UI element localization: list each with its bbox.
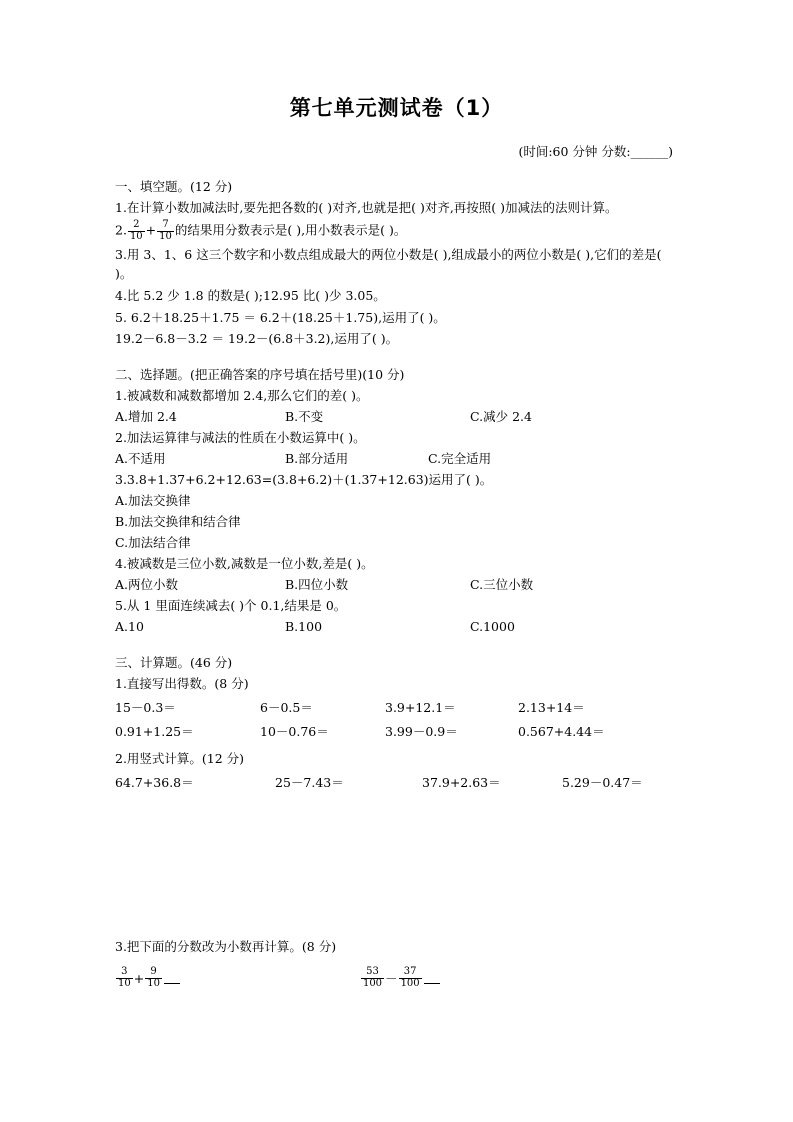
question-1-6: 19.2－6.8－3.2 ＝ 19.2－(6.8＋3.2),运用了( )。 — [115, 331, 399, 346]
option-2-2-a[interactable]: A.不适用 — [115, 451, 166, 466]
exam-meta: (时间:60 分钟 分数:______) — [518, 144, 673, 159]
option-2-4-b[interactable]: B.四位小数 — [285, 577, 349, 592]
calc-item: 3.9+12.1＝ — [385, 700, 456, 715]
answer-blank-a[interactable] — [164, 973, 180, 984]
section-heading-multiple-choice: 二、选择题。(把正确答案的序号填在括号里)(10 分) — [115, 367, 405, 382]
option-2-4-c[interactable]: C.三位小数 — [470, 577, 534, 592]
calc-item: 6－0.5＝ — [260, 700, 313, 715]
option-2-2-b[interactable]: B.部分适用 — [285, 451, 349, 466]
question-2-1-options — [115, 407, 680, 426]
calc-item: 37.9+2.63＝ — [422, 775, 501, 790]
fraction-a-operator: + — [133, 970, 145, 986]
option-2-1-c[interactable]: C.减少 2.4 — [470, 409, 532, 424]
option-2-2-c[interactable]: C.完全适用 — [428, 451, 492, 466]
calc-item: 15－0.3＝ — [115, 700, 176, 715]
question-1-5: 5. 6.2＋18.25＋1.75 ＝ 6.2＋(18.25＋1.75),运用了( )。 — [115, 310, 446, 325]
calc-item: 2.13+14＝ — [518, 700, 585, 715]
calc-item: 5.29－0.47＝ — [562, 775, 643, 790]
subsection-3-2-heading: 2.用竖式计算。(12 分) — [115, 751, 245, 766]
subsection-3-1-heading: 1.直接写出得数。(8 分) — [115, 676, 249, 691]
subsection-3-3-heading: 3.把下面的分数改为小数再计算。(8 分) — [115, 939, 337, 954]
question-1-3: 3.用 3、1、6 这三个数字和小数点组成最大的两位小数是( ),组成最小的两位小数是( ),它们的差是( )。 — [115, 247, 662, 281]
question-2-3: 3.3.8+1.37+6.2+12.63=(3.8+6.2)＋(1.37+12.63)运用了( )。 — [115, 472, 493, 487]
question-1-2-prefix: 2. — [115, 222, 127, 238]
page-title: 第七单元测试卷（1） — [289, 96, 504, 120]
calc-item: 64.7+36.8＝ — [115, 775, 194, 790]
calc-item: 10－0.76＝ — [260, 724, 329, 739]
fraction-7-10: $\frac{7}{10}$ — [159, 219, 172, 242]
question-2-4-options — [115, 575, 680, 594]
question-2-5: 5.从 1 里面连续减去( )个 0.1,结果是 0。 — [115, 598, 347, 613]
fraction-37-100: $\frac{37}{100}$ — [400, 966, 420, 989]
question-2-2-options — [115, 449, 680, 468]
question-1-4: 4.比 5.2 少 1.8 的数是( );12.95 比( )少 3.05。 — [115, 288, 386, 303]
question-2-1: 1.被减数和减数都增加 2.4,那么它们的差( )。 — [115, 388, 369, 403]
question-1-2-operator: + — [145, 222, 157, 238]
calc-item: 3.99－0.9＝ — [385, 724, 458, 739]
fraction-9-10: $\frac{9}{10}$ — [147, 966, 160, 989]
option-2-3-c[interactable]: C.加法结合律 — [115, 535, 191, 550]
calc-item: 0.567+4.44＝ — [518, 724, 605, 739]
question-1-1: 1.在计算小数加减法时,要先把各数的( )对齐,也就是把( )对齐,再按照( )加减法的法则计算。 — [115, 200, 618, 215]
fraction-53-100: $\frac{53}{100}$ — [362, 966, 383, 989]
option-2-5-b[interactable]: B.100 — [285, 619, 323, 634]
option-2-5-a[interactable]: A.10 — [115, 619, 144, 634]
calc-item: 0.91+1.25＝ — [115, 724, 194, 739]
fraction-exercises — [115, 967, 685, 989]
section-heading-computation: 三、计算题。(46 分) — [115, 655, 233, 670]
fraction-3-10: $\frac{3}{10}$ — [118, 966, 131, 989]
question-2-2: 2.加法运算律与减法的性质在小数运算中( )。 — [115, 430, 366, 445]
fraction-exercise-a — [115, 967, 180, 989]
section-heading-fill-in: 一、填空题。(12 分) — [115, 179, 233, 194]
fraction-exercise-b — [360, 967, 440, 989]
subsection-3-3 — [115, 935, 685, 989]
computation-row-1 — [115, 698, 680, 717]
computation-row-3 — [115, 773, 680, 792]
computation-row-2 — [115, 722, 680, 741]
question-2-5-options — [115, 617, 680, 636]
option-2-1-a[interactable]: A.增加 2.4 — [115, 409, 177, 424]
fraction-b-operator: － — [385, 971, 398, 986]
option-2-5-c[interactable]: C.1000 — [470, 619, 515, 634]
question-1-2 — [115, 220, 680, 242]
option-2-3-b[interactable]: B.加法交换律和结合律 — [115, 514, 241, 529]
option-2-3-a[interactable]: A.加法交换律 — [115, 493, 191, 508]
answer-blank-b[interactable] — [424, 973, 440, 984]
option-2-4-a[interactable]: A.两位小数 — [115, 577, 179, 592]
question-2-4: 4.被减数是三位小数,减数是一位小数,差是( )。 — [115, 556, 374, 571]
worksheet-body — [115, 177, 680, 792]
calc-item: 25－7.43＝ — [275, 775, 344, 790]
fraction-2-10: $\frac{2}{10}$ — [129, 219, 143, 242]
question-1-2-suffix: 的结果用分数表示是( ),用小数表示是( )。 — [174, 222, 407, 238]
option-2-1-b[interactable]: B.不变 — [285, 409, 324, 424]
